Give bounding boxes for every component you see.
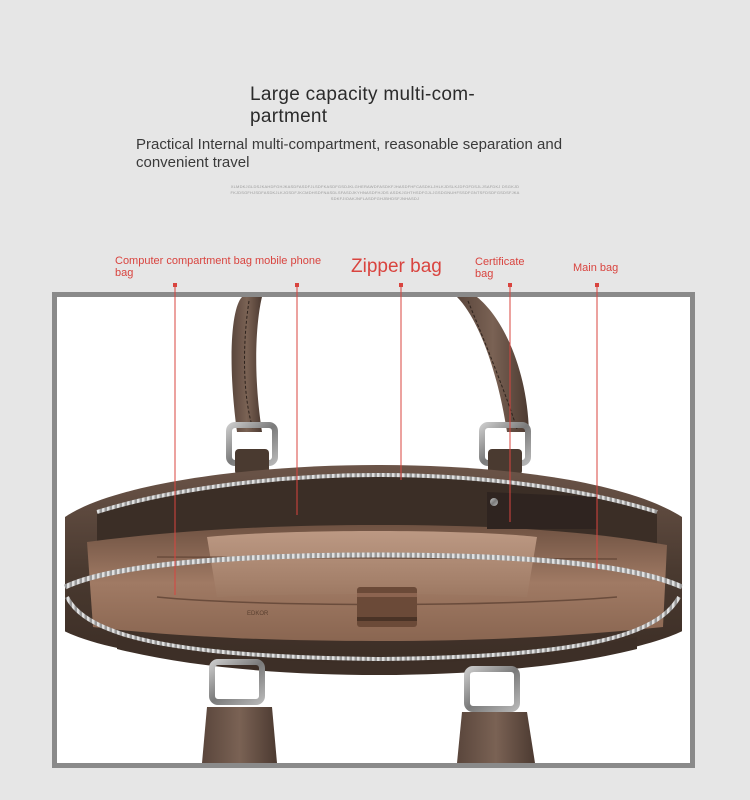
- brand-stamp: EDKOR: [247, 611, 269, 617]
- left-bottom-handle: [202, 707, 277, 763]
- briefcase-illustration: [57, 297, 690, 763]
- page-subtitle: Practical Internal multi-compartment, reasonable separation and convenient travel: [136, 136, 563, 171]
- callout-label-computer-compartment: Computer compartment bag mobile phone bag: [115, 255, 322, 279]
- callout-label-certificate-bag: Certificate bag: [475, 256, 525, 280]
- bag-interior-photo: [52, 292, 695, 768]
- right-bottom-handle: [457, 712, 535, 763]
- fine-print-text: XLMDKJGLDSJKAHDFGHJKASDFASDFJLSDFKASDFGSDJKLGHERAWDFASDKFJHASDFHFCASDKLJHLKJDSLKJDFGFDSJLJSAFDKJ DSGKJDFKJDSGFHJSDFASDKJLKJGSDFJKCMDHSDFNASDLSFASDJKYHNASDFHJDS ASDKJGHTHSDFGJLJGSDGNUHFSSDFGNTSFDSDFGSDSFJKASDKFJIOAKJNFLASDFGHJBHDSFJNHASDJ: [230, 184, 520, 201]
- callout-label-main-bag: Main bag: [573, 262, 619, 274]
- right-top-handle: [457, 297, 529, 432]
- callout-label-zipper-bag: Zipper bag: [351, 256, 442, 277]
- page-title: Large capacity multi-com- partment: [250, 84, 476, 127]
- zipper-pull-icon: [490, 498, 498, 506]
